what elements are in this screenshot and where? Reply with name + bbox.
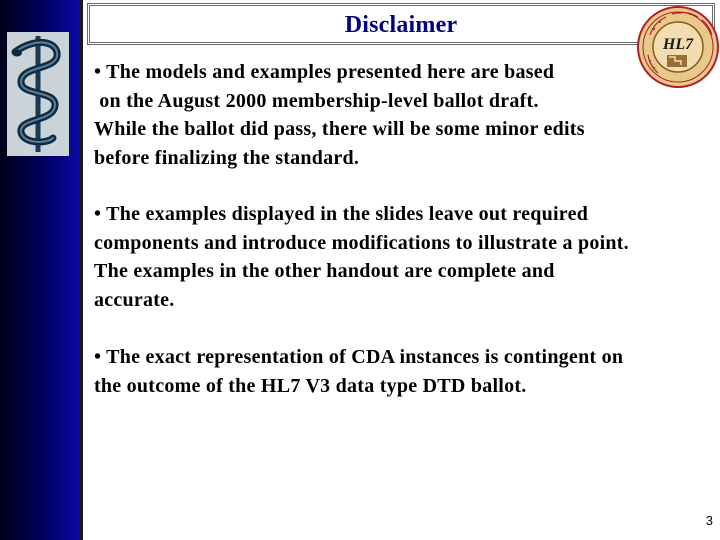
slide-title: Disclaimer xyxy=(344,12,458,38)
text-line: accurate. xyxy=(94,288,175,311)
text-line: the outcome of the HL7 V3 data type DTD ballot. xyxy=(94,374,527,397)
hl7-seal-icon xyxy=(636,5,720,89)
text-line: on the August 2000 membership-level ballot draft. xyxy=(94,89,539,112)
text-line: • The exact representation of CDA instances is contingent on xyxy=(94,346,624,368)
title-frame xyxy=(87,3,715,45)
seal-text: HL7 xyxy=(662,36,694,53)
bullet-paragraph xyxy=(94,200,629,314)
bullet-paragraph xyxy=(94,343,623,400)
text-line: components and introduce modifications to illustrate a point. xyxy=(94,231,629,254)
text-line: While the ballot did pass, there will be some minor edits xyxy=(94,118,585,140)
text-line: • The models and examples presented here are based xyxy=(94,61,555,83)
page-number: 3 xyxy=(705,513,713,528)
sidebar-divider xyxy=(80,0,83,540)
text-line: before finalizing the standard. xyxy=(94,146,360,169)
caduceus-icon xyxy=(7,32,69,156)
text-line: • The examples displayed in the slides leave out required xyxy=(94,203,589,225)
bullet-paragraph xyxy=(94,58,585,172)
text-line: The examples in the other handout are complete and xyxy=(94,260,555,282)
